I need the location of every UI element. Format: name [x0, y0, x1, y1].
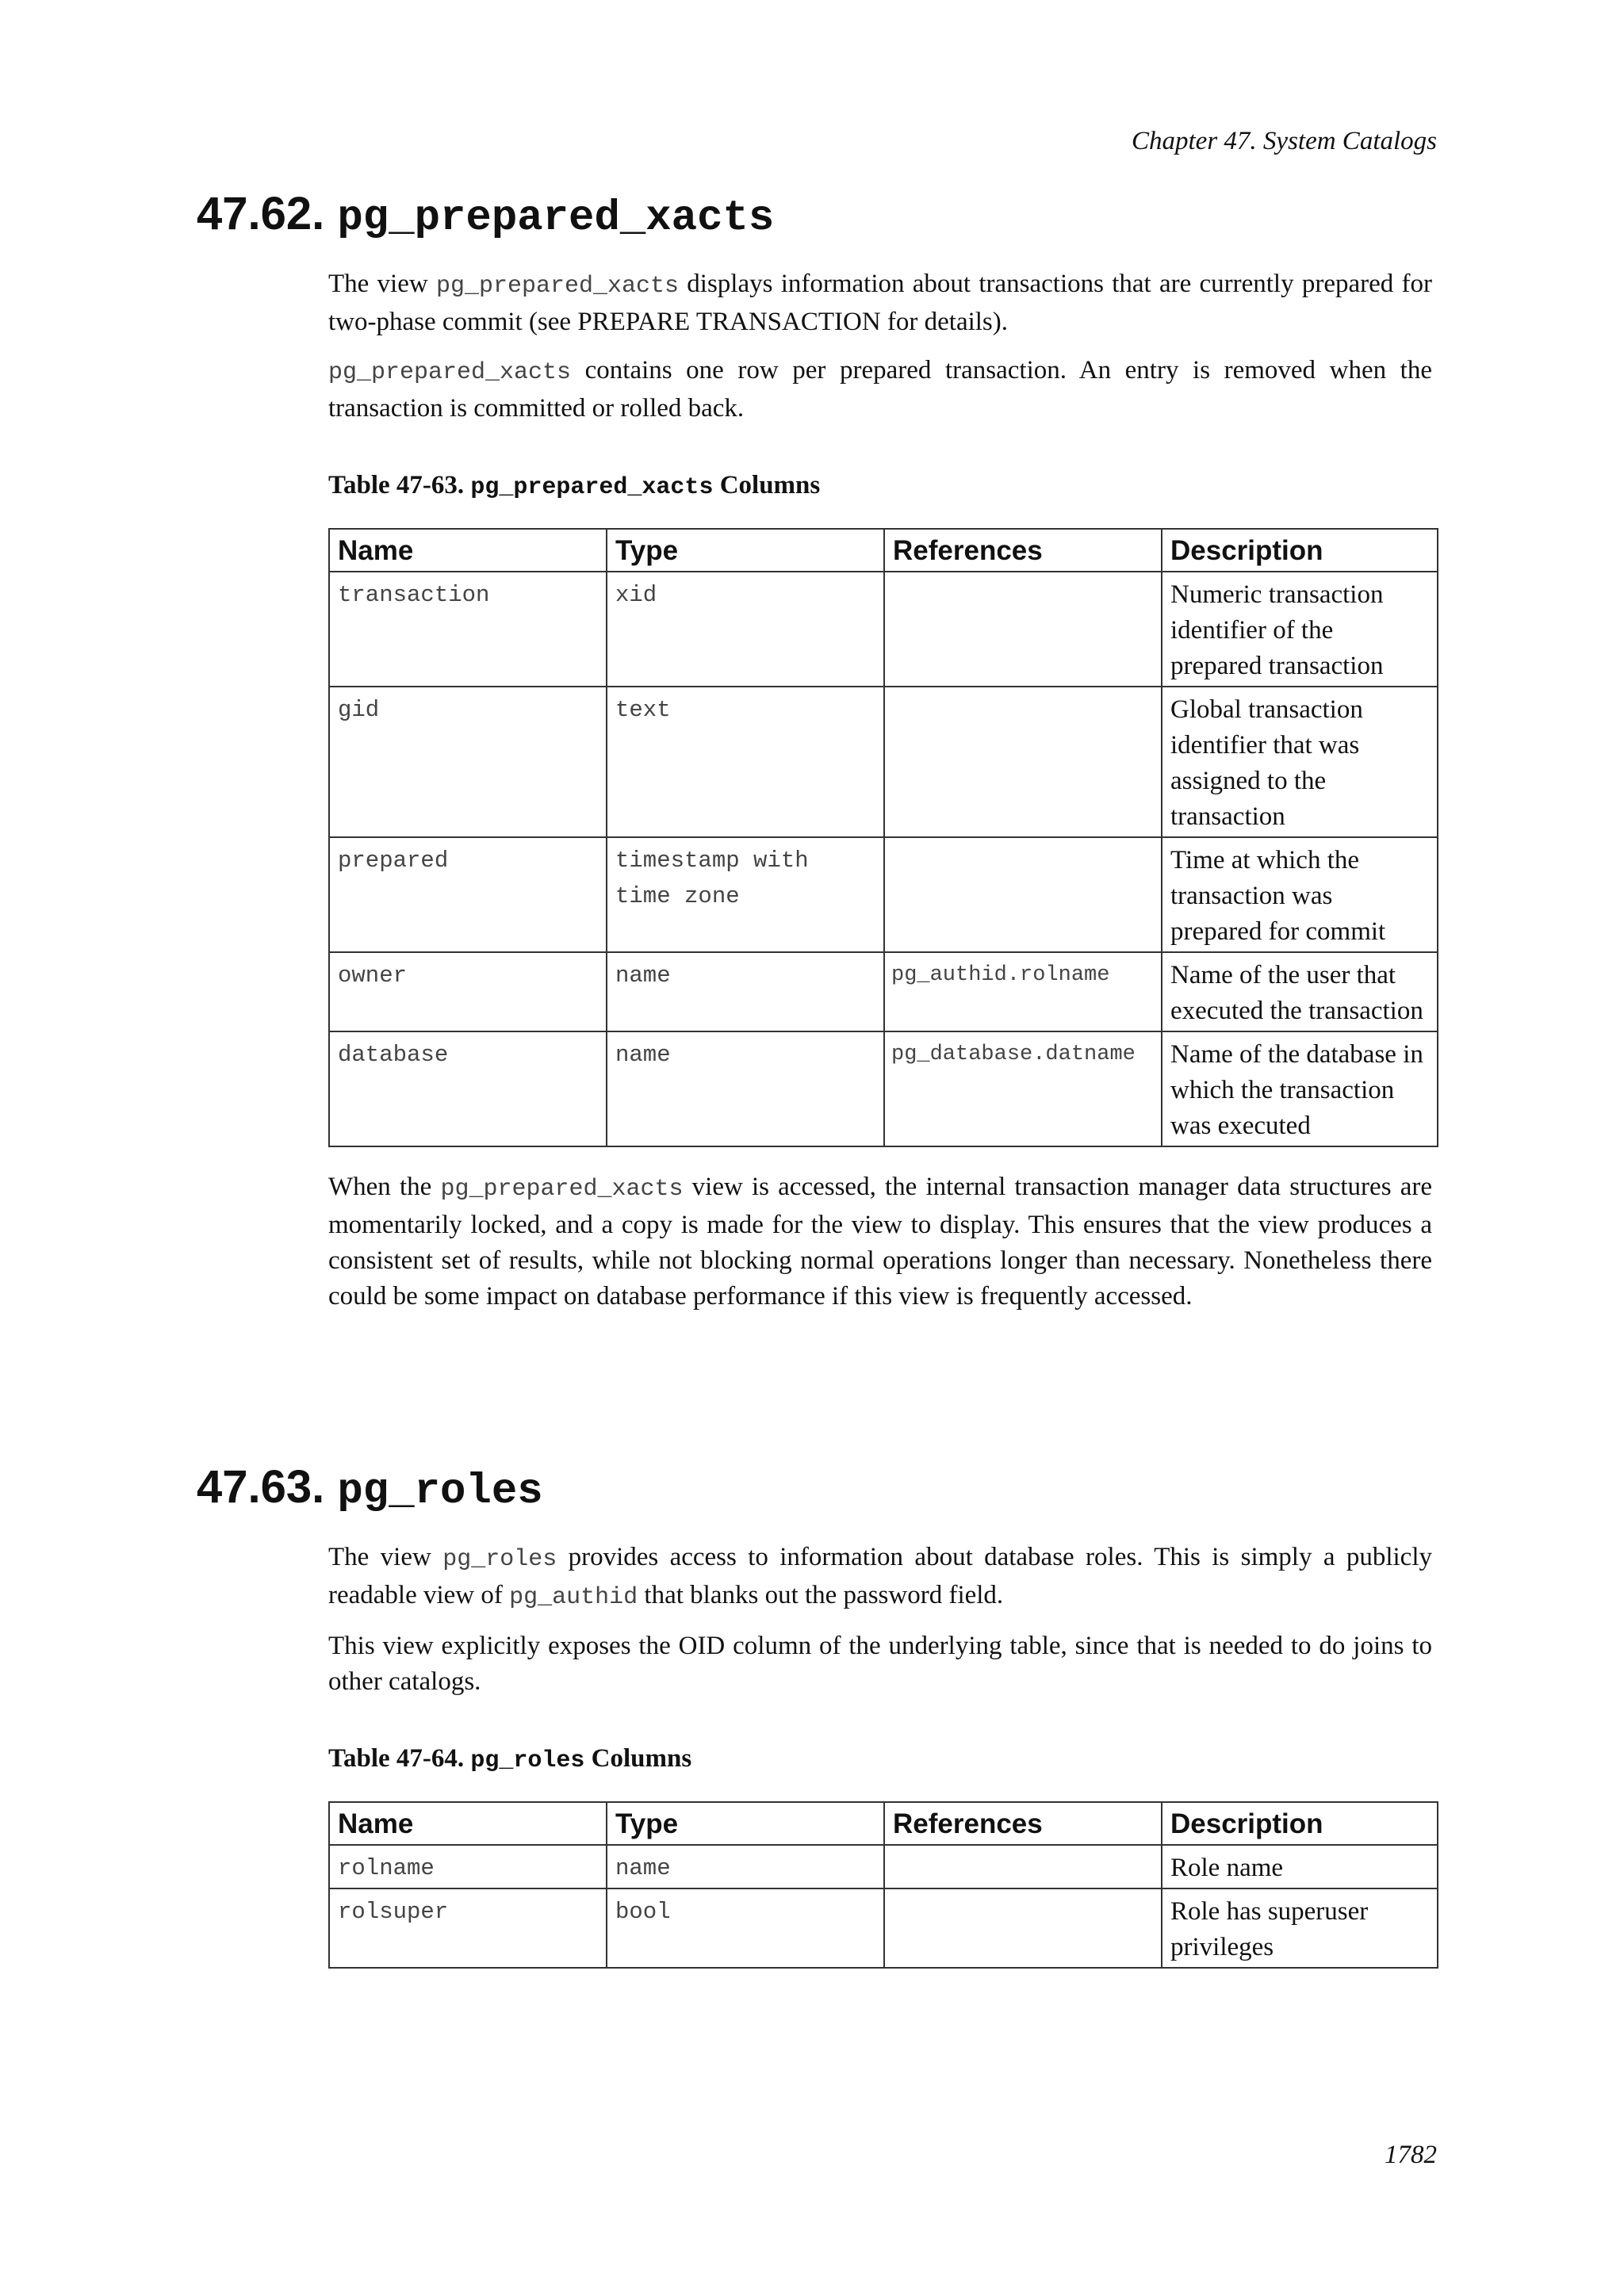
cell-name: rolsuper: [329, 1888, 607, 1968]
cell-references: [884, 1888, 1162, 1968]
cell-references: [884, 687, 1162, 837]
cell-name: database: [329, 1031, 607, 1146]
cell-name: transaction: [329, 572, 607, 687]
table-row: [329, 687, 1438, 837]
cell-description: Name of the user that executed the transaction: [1162, 952, 1438, 1031]
cell-description: Numeric transaction identifier of the prepared transaction: [1162, 572, 1438, 687]
table-caption: [328, 1741, 1432, 1779]
cell-type: text: [607, 687, 884, 837]
column-header: References: [884, 1802, 1162, 1845]
caption-code: pg_prepared_xacts: [470, 474, 714, 501]
inline-code: pg_roles: [442, 1546, 557, 1573]
column-header: Type: [607, 1802, 884, 1845]
caption-label: Table 47-64.: [328, 1744, 471, 1773]
table-row: [329, 572, 1438, 687]
cell-description: Role has superuser privileges: [1162, 1888, 1438, 1968]
column-header: References: [884, 529, 1162, 572]
text: displays information about transactions that are currently prepared for two-phase commit (see PREPARE TRANSACTION for details).: [328, 270, 1432, 336]
text: view is accessed, the internal transaction manager data structures are momentarily locked, and a copy is made for the view to display. This ensures that the view produces a consistent set of results, while not blocking normal operations longer than necessary. Nonetheless there could be some impact on database performance if this view is frequently accessed.: [328, 1173, 1432, 1311]
table-caption: [328, 468, 1432, 506]
table-header-row: [329, 1802, 1438, 1845]
cell-name: prepared: [329, 837, 607, 952]
caption-suffix: Columns: [713, 471, 821, 499]
table-row: [329, 952, 1438, 1031]
cell-references: [884, 837, 1162, 952]
cell-references: [884, 1845, 1162, 1888]
columns-table: [328, 1801, 1438, 1969]
cell-description: Name of the database in which the transaction was executed: [1162, 1031, 1438, 1146]
page-number: 1782: [1385, 2141, 1437, 2169]
cell-name: rolname: [329, 1845, 607, 1888]
table-row: [329, 1888, 1438, 1968]
column-header: Name: [329, 529, 607, 572]
inline-code: pg_prepared_xacts: [440, 1176, 684, 1203]
table-row: [329, 1845, 1438, 1888]
paragraph: [328, 353, 1432, 427]
caption-label: Table 47-63.: [328, 471, 471, 499]
cell-description: Global transaction identifier that was assigned to the transaction: [1162, 687, 1438, 837]
text: that blanks out the password field.: [638, 1581, 1004, 1609]
cell-type: name: [607, 952, 884, 1031]
text: The view: [328, 270, 436, 298]
inline-code: pg_prepared_xacts: [435, 273, 680, 300]
paragraph: This view explicitly exposes the OID column of the underlying table, since that is needed to do joins to other catalogs.: [328, 1632, 1432, 1696]
cell-references: pg_authid.rolname: [884, 952, 1162, 1031]
column-header: Description: [1162, 529, 1438, 572]
paragraph: [328, 1540, 1432, 1616]
column-header: Type: [607, 529, 884, 572]
cell-description: Time at which the transaction was prepared for commit: [1162, 837, 1438, 952]
cell-type: bool: [607, 1888, 884, 1968]
columns-table: [328, 528, 1438, 1147]
running-head: Chapter 47. System Catalogs: [1132, 127, 1437, 155]
table-row: [329, 1031, 1438, 1146]
section-number: 47.63.: [197, 1461, 325, 1513]
text: provides access to information about database roles. This is simply a publicly readable view of: [328, 1543, 1432, 1609]
section-heading: [197, 184, 1624, 249]
inline-code: pg_prepared_xacts: [328, 359, 572, 386]
column-header: Name: [329, 1802, 607, 1845]
cell-description: Role name: [1162, 1845, 1438, 1888]
section-heading: [197, 1457, 1624, 1522]
section-title-code: pg_prepared_xacts: [337, 194, 775, 243]
text: contains one row per prepared transaction. An entry is removed when the transaction is committed or rolled back.: [328, 356, 1432, 423]
text: The view: [328, 1543, 443, 1571]
cell-type: name: [607, 1031, 884, 1146]
caption-suffix: Columns: [584, 1744, 692, 1773]
section-pg-prepared-xacts: [0, 184, 1624, 1314]
cell-type: name: [607, 1845, 884, 1888]
section-number: 47.62.: [197, 188, 325, 239]
section-title-code: pg_roles: [337, 1468, 543, 1516]
paragraph: [328, 1169, 1432, 1314]
cell-name: owner: [329, 952, 607, 1031]
cell-type: timestamp with time zone: [607, 837, 884, 952]
inline-code: pg_authid: [509, 1584, 638, 1611]
caption-code: pg_roles: [470, 1747, 585, 1774]
section-pg-roles: [0, 1457, 1624, 1969]
column-header: Description: [1162, 1802, 1438, 1845]
table-row: [329, 837, 1438, 952]
text: When the: [328, 1173, 441, 1201]
table-header-row: [329, 529, 1438, 572]
cell-references: [884, 572, 1162, 687]
cell-type: xid: [607, 572, 884, 687]
cell-name: gid: [329, 687, 607, 837]
cell-references: pg_database.datname: [884, 1031, 1162, 1146]
paragraph: [328, 266, 1432, 340]
